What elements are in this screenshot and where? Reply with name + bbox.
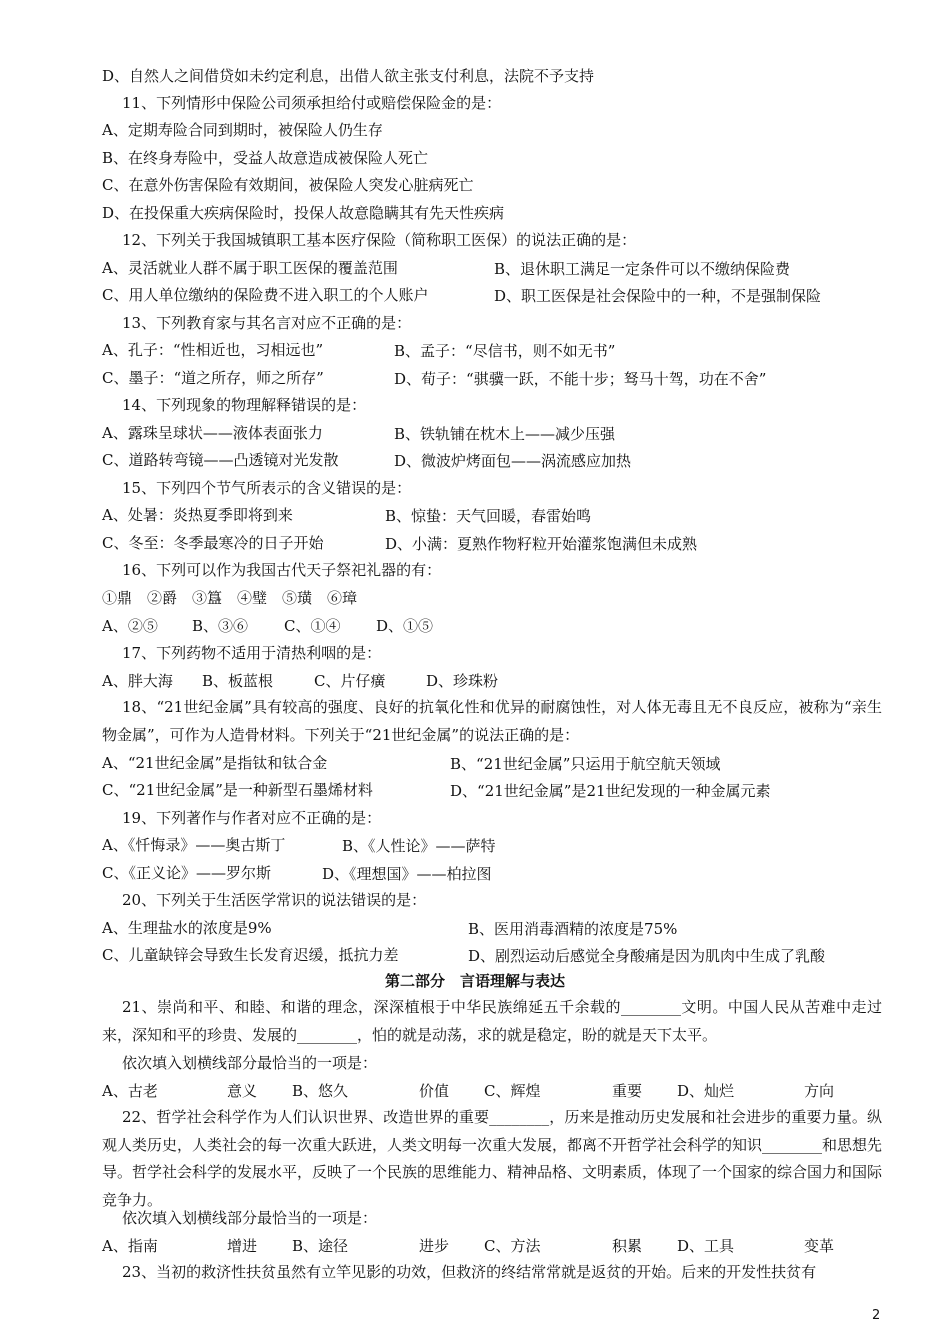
option-22a-word2: 增进 <box>227 1237 258 1255</box>
option-19c: C、《正义论》——罗尔斯 <box>102 864 271 882</box>
question-21-prompt: 依次填入划横线部分最恰当的一项是： <box>122 1054 378 1072</box>
option-18d: D、“21世纪金属”是21世纪发现的一种金属元素 <box>450 782 771 800</box>
option-21a-word2: 意义 <box>227 1082 258 1100</box>
option-21b-word2: 价值 <box>419 1082 450 1100</box>
option-22c-word1: C、方法 <box>484 1237 541 1255</box>
question-12: 12、下列关于我国城镇职工基本医疗保险（简称职工医保）的说法正确的是： <box>122 231 637 249</box>
question-21: 21、崇尚和平、和睦、和谐的理念，深深植根于中华民族绵延五千余载的________文明。中国人民从苦难中走过来，深知和平的珍贵、发展的________，怕的就是动荡，求的就是稳定，盼的就是天下太平。 <box>102 998 882 1044</box>
option-21d-word2: 方向 <box>804 1082 835 1100</box>
section-title: 第二部分 言语理解与表达 <box>384 972 565 990</box>
option-19d: D、《理想国》——柏拉图 <box>322 865 492 883</box>
option-16a: A、②⑤ <box>102 617 158 635</box>
option-16c: C、①④ <box>284 617 341 635</box>
option-12a: A、灵活就业人群不属于职工医保的覆盖范围 <box>102 259 398 277</box>
option-20d: D、剧烈运动后感觉全身酸痛是因为肌肉中生成了乳酸 <box>468 947 826 965</box>
option-19b: B、《人性论》——萨特 <box>342 837 496 855</box>
option-11b: B、在终身寿险中，受益人故意造成被保险人死亡 <box>102 149 429 167</box>
option-11d: D、在投保重大疾病保险时，投保人故意隐瞒其有先天性疾病 <box>102 204 505 222</box>
option-21c-word2: 重要 <box>612 1082 643 1100</box>
option-14c: C、道路转弯镜——凸透镜对光发散 <box>102 451 339 469</box>
option-14d: D、微波炉烤面包——涡流感应加热 <box>394 452 632 470</box>
page-number: 2 <box>872 1308 881 1323</box>
option-22b-word1: B、途径 <box>292 1237 349 1255</box>
option-21d-word1: D、灿烂 <box>677 1082 735 1100</box>
option-21a-word1: A、古老 <box>102 1082 158 1100</box>
option-11a: A、定期寿险合同到期时，被保险人仍生存 <box>102 121 383 139</box>
option-21c-word1: C、辉煌 <box>484 1082 541 1100</box>
option-20c: C、儿童缺锌会导致生长发育迟缓，抵抗力差 <box>102 946 399 964</box>
option-15d: D、小满：夏熟作物籽粒开始灌浆饱满但未成熟 <box>385 535 698 553</box>
option-14a: A、露珠呈球状——液体表面张力 <box>102 424 323 442</box>
option-17a: A、胖大海 <box>102 672 173 690</box>
question-15: 15、下列四个节气所表示的含义错误的是： <box>122 479 412 497</box>
option-22a-word1: A、指南 <box>102 1237 158 1255</box>
option-17b: B、板蓝根 <box>202 672 274 690</box>
option-19a: A、《忏悔录》——奥古斯丁 <box>102 836 286 854</box>
option-14b: B、铁轨铺在枕木上——减少压强 <box>394 425 616 443</box>
option-15b: B、惊蛰：天气回暖，春雷始鸣 <box>385 507 592 525</box>
question-22-prompt: 依次填入划横线部分最恰当的一项是： <box>122 1209 378 1227</box>
question-20: 20、下列关于生活医学常识的说法错误的是： <box>122 891 427 909</box>
option-12c: C、用人单位缴纳的保险费不进入职工的个人账户 <box>102 286 429 304</box>
question-17: 17、下列药物不适用于清热利咽的是： <box>122 644 382 662</box>
option-15a: A、处暑：炎热夏季即将到来 <box>102 506 293 524</box>
option-13d: D、荀子：“骐骥一跃，不能十步；驽马十驾，功在不舍” <box>394 370 767 388</box>
question-19: 19、下列著作与作者对应不正确的是： <box>122 809 382 827</box>
question-22: 22、哲学社会科学作为人们认识世界、改造世界的重要________，历来是推动历史发展和社会进步的重要力量。纵观人类历史，人类社会的每一次重大跃进，人类文明每一次重大发展，都离不开哲学社会科学的知识________和思想先导。哲学社会科学的发展水平，反映了一个民族的思维能力、精神品格、文明素质，体现了一个国家的综合国力和国际竞争力。 <box>102 1108 883 1209</box>
option-17c: C、片仔癀 <box>314 672 386 690</box>
option-22b-word2: 进步 <box>419 1237 450 1255</box>
option-13a: A、孔子：“性相近也，习相远也” <box>102 341 324 359</box>
option-12b: B、退休职工满足一定条件可以不缴纳保险费 <box>494 260 791 278</box>
question-18: 18、“21世纪金属”具有较高的强度、良好的抗氧化性和优异的耐腐蚀性，对人体无毒且无不良反应，被称为“亲生物金属”，可作为人造骨材料。下列关于“21世纪金属”的说法正确的是： <box>102 698 882 744</box>
option-12d: D、职工医保是社会保险中的一种，不是强制保险 <box>494 287 822 305</box>
option-21b-word1: B、悠久 <box>292 1082 349 1100</box>
question-11: 11、下列情形中保险公司须承担给付或赔偿保险金的是： <box>122 94 502 112</box>
option-17d: D、珍珠粉 <box>426 672 499 690</box>
option-10d: D、自然人之间借贷如未约定利息，出借人欲主张支付利息，法院不予支持 <box>102 67 595 85</box>
question-14: 14、下列现象的物理解释错误的是： <box>122 396 367 414</box>
option-22d-word1: D、工具 <box>677 1237 735 1255</box>
question-13: 13、下列教育家与其名言对应不正确的是： <box>122 314 412 332</box>
option-22c-word2: 积累 <box>612 1237 643 1255</box>
option-15c: C、冬至：冬季最寒冷的日子开始 <box>102 534 324 552</box>
option-13c: C、墨子：“道之所存，师之所存” <box>102 369 324 387</box>
option-11c: C、在意外伤害保险有效期间，被保险人突发心脏病死亡 <box>102 176 474 194</box>
option-20b: B、医用消毒酒精的浓度是75% <box>468 920 678 938</box>
option-16d: D、①⑤ <box>376 617 434 635</box>
question-16: 16、下列可以作为我国古代天子祭祀礼器的有： <box>122 561 442 579</box>
option-20a: A、生理盐水的浓度是9% <box>102 919 272 937</box>
option-18c: C、“21世纪金属”是一种新型石墨烯材料 <box>102 781 373 799</box>
option-18a: A、“21世纪金属”是指钛和钛合金 <box>102 754 328 772</box>
option-16b: B、③⑥ <box>192 617 249 635</box>
question-16-items: ①鼎 ②爵 ③簋 ④璧 ⑤璜 ⑥璋 <box>102 589 358 607</box>
option-13b: B、孟子：“尽信书，则不如无书” <box>394 342 616 360</box>
option-22d-word2: 变革 <box>804 1237 835 1255</box>
option-18b: B、“21世纪金属”只运用于航空航天领域 <box>450 755 721 773</box>
question-23: 23、当初的救济性扶贫虽然有立竿见影的功效，但救济的终结常常就是返贫的开始。后来的开发性扶贫有 <box>122 1263 817 1281</box>
